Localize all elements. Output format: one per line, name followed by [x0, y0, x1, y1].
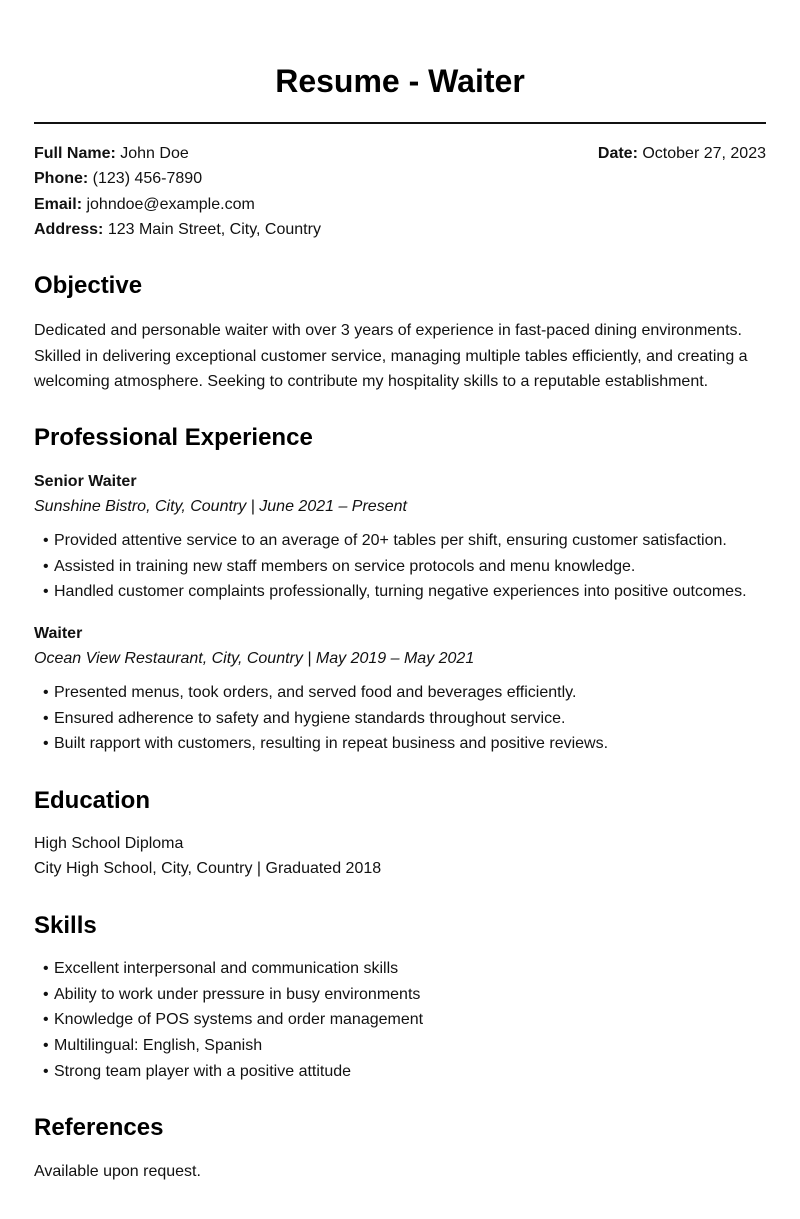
education-degree: High School Diploma: [34, 835, 184, 852]
email-line: [34, 195, 255, 215]
address-value: 123 Main Street, City, Country: [107, 221, 321, 238]
full-name-line: [34, 144, 189, 164]
list-item: • Presented menus, took orders, and served food and beverages efficiently.: [34, 680, 608, 706]
skills-list: [34, 956, 423, 1085]
job-title: Waiter: [34, 625, 83, 642]
objective-heading: Objective: [34, 272, 143, 299]
full-name-value: John Doe: [120, 145, 189, 162]
email-label: Email:: [34, 196, 83, 213]
list-item: • Assisted in training new staff members on service protocols and menu knowledge.: [34, 554, 747, 580]
phone-line: [34, 169, 202, 189]
list-item: • Built rapport with customers, resulting in repeat business and positive reviews.: [34, 731, 608, 757]
full-name-label: Full Name:: [34, 145, 116, 162]
list-item: • Knowledge of POS systems and order management: [34, 1007, 423, 1033]
references-text: Available upon request.: [34, 1163, 201, 1180]
phone-value: (123) 456-7890: [92, 170, 203, 187]
list-item: • Excellent interpersonal and communication skills: [34, 956, 423, 982]
list-item: • Ensured adherence to safety and hygiene standards throughout service.: [34, 706, 608, 732]
page-title: Resume - Waiter: [275, 63, 525, 99]
list-item: • Multilingual: English, Spanish: [34, 1033, 423, 1059]
education-heading: Education: [34, 787, 151, 814]
date-value: October 27, 2023: [642, 145, 766, 162]
email-value: johndoe@example.com: [86, 196, 255, 213]
job-meta: Ocean View Restaurant, City, Country | May 2019 – May 2021: [34, 650, 475, 667]
list-item: • Strong team player with a positive attitude: [34, 1059, 423, 1085]
skills-heading: Skills: [34, 912, 97, 939]
job-meta: Sunshine Bistro, City, Country | June 2021 – Present: [34, 498, 407, 515]
address-label: Address:: [34, 221, 104, 238]
list-item: • Provided attentive service to an average of 20+ tables per shift, ensuring customer satisfaction.: [34, 528, 747, 554]
experience-heading: Professional Experience: [34, 424, 313, 451]
date-label: Date:: [597, 145, 638, 162]
list-item: • Handled customer complaints professionally, turning negative experiences into positive outcomes.: [34, 579, 747, 605]
address-line: [34, 220, 321, 240]
title-divider: [34, 122, 766, 124]
education-school: City High School, City, Country | Graduated 2018: [34, 860, 382, 877]
date-line: [598, 144, 766, 164]
phone-label: Phone:: [34, 170, 89, 187]
job-bullets: [34, 680, 608, 757]
list-item: • Ability to work under pressure in busy environments: [34, 982, 423, 1008]
job-bullets: [34, 528, 747, 605]
job-title: Senior Waiter: [34, 473, 137, 490]
objective-text: Dedicated and personable waiter with over 3 years of experience in fast-paced dining environments. Skilled in delivering exceptional customer service, managing multiple tables efficiently, and creating a welcoming atmosphere. Seeking to contribute my hospitality skills to a reputable establishment.: [34, 322, 748, 390]
references-heading: References: [34, 1114, 164, 1141]
